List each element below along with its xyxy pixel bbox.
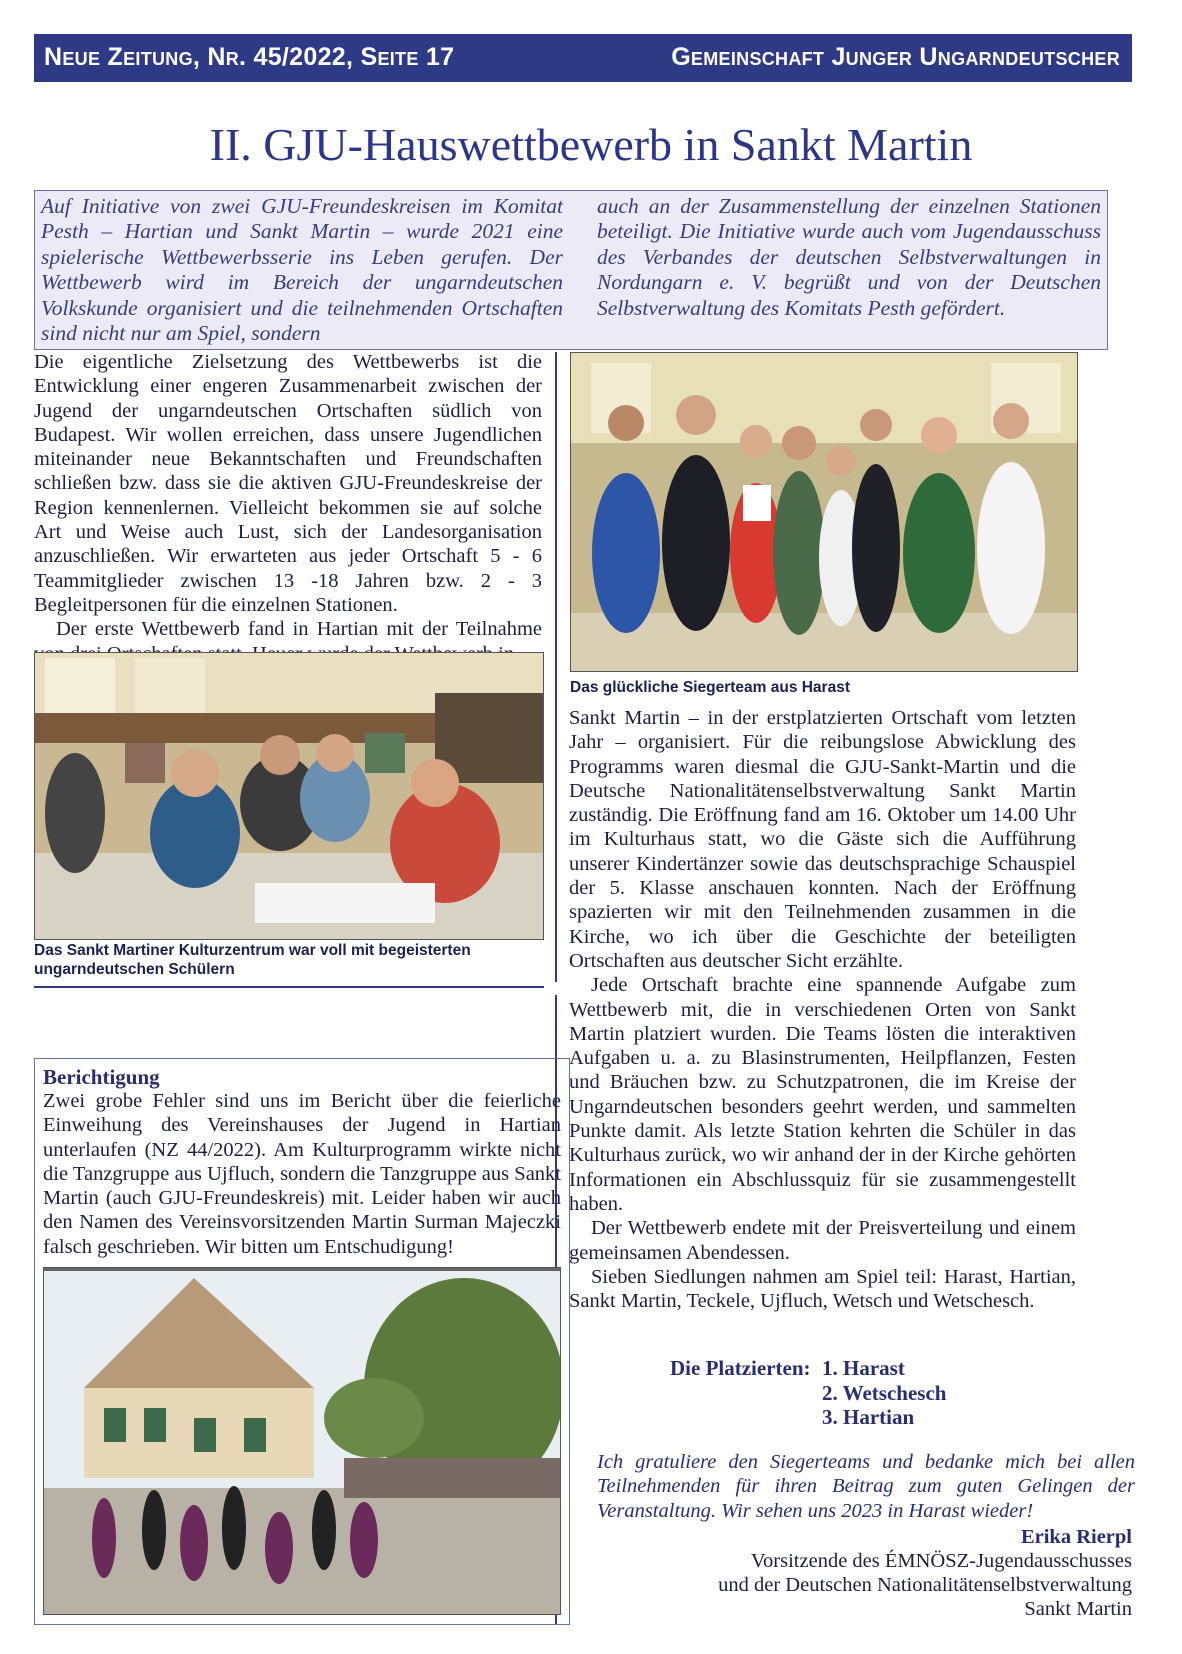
right-paragraph-2: Jede Ortschaft brachte eine spannende Aufgabe zum Wettbewerb mit, die in verschiedenen Orten von Sankt Martin platziert wurden. Die Teams lösten die interaktiven Aufgaben u. a. zu Blasinstrumenten, Heilpflanzen, Festen und Bräuchen bzw. zu Schutzpatronen, die im Kreise der Ungarndeutschen besonders geehrt werden, und sammelten Punkte damit. Als letzte Station kehrten die Schüler in das Kulturhaus zurück, wo wir anhand der in der Kirche gehörten Informationen ein Abschlussquiz für sie zusammengestellt haben. — [569, 974, 1076, 1215]
photo-siegerteam — [570, 352, 1078, 672]
caption-siegerteam: Das glückliche Siegerteam aus Harast — [570, 679, 850, 696]
right-paragraph-4: Sieben Siedlungen nahmen am Spiel teil: Harast, Hartian, Sankt Martin, Teckele, Ujfluch, Wetsch und Wetschesch. — [569, 1265, 1076, 1313]
header-section: Gemeinschaft Junger Ungarndeutscher — [671, 43, 1120, 71]
photo-tanzgruppe — [43, 1267, 561, 1615]
photo-tanzgruppe-image — [44, 1268, 560, 1614]
photo-kulturzentrum — [34, 652, 544, 940]
ranking-item: 3. Hartian — [822, 1405, 915, 1429]
correction-box — [34, 1058, 570, 1625]
ranking-label: Die Platzierten: — [670, 1356, 811, 1380]
left-column-text — [34, 350, 542, 666]
right-paragraph-3: Der Wettbewerb endete mit der Preisverteilung und einem gemeinsamen Abendessen. — [569, 1217, 1076, 1264]
author-role-line: Sankt Martin — [1024, 1598, 1132, 1620]
column-divider-top — [555, 352, 557, 982]
right-paragraph-1: Sankt Martin – in der erstplatzierten Ortschaft vom letzten Jahr – organisiert. Für die reibungslose Abwicklung des Programms waren diesmal die GJU-Sankt-Martin und die Deutsche Nationalitätenselbstverwaltung Sankt Martin zuständig. Die Eröffnung fand am 16. Oktober um 14.00 Uhr im Kulturhaus statt, wo die Gäste sich die Aufführung unserer Kindertänzer sowie das deutschsprachige Schauspiel der 5. Klasse anschauen konnten. Nach der Eröffnung spazierten wir mit den Teilnehmenden zusammen in die Kirche, wo ich über die Geschichte der beteiligten Ortschaften aus deutscher Sicht erzählte. — [569, 707, 1076, 972]
left-paragraph-1: Die eigentliche Zielsetzung des Wettbewerbs ist die Entwicklung einer engeren Zusammenarbeit zwischen der Jugend der ungarndeutschen Ortschaften südlich von Budapest. Wir wollen erreichen, dass unsere Jugendlichen miteinander neue Bekanntschaften und Freundschaften schließen bzw. dass sie die aktiven GJU-Freundeskreise der Region kennenlernen. Vielleicht bekommen sie auf solche Art und Weise auch Lust, sich der Landesorganisation anzuschließen. Wir erwarteten aus jeder Ortschaft 5 - 6 Teammitglieder zwischen 13 -18 Jahren bzw. 2 - 3 Begleitpersonen für die einzelnen Stationen. — [34, 351, 542, 616]
right-column-text — [569, 706, 1076, 1313]
intro-col-1: Auf Initiative von zwei GJU-Freundeskreisen im Komitat Pesth – Hartian und Sankt Martin – wurde 2021 eine spielerische Wettbewerbsserie ins Leben gerufen. Der Wettbewerb wird im Bereich der ungarndeutschen Volkskunde organisiert und die teilnehmenden Ortschaften sind nicht nur am Spiel, sondern — [41, 194, 563, 346]
intro-col-2: auch an der Zusammenstellung der einzelnen Stationen beteiligt. Die Initiative wurde auch vom Jugendausschuss des Verbandes der deutschen Selbstverwaltungen in Nordungarn e. V. begrüßt und von der Deutschen Selbstverwaltung des Komitats Pesth gefördert. — [597, 194, 1101, 320]
correction-text: Zwei grobe Fehler sind uns im Bericht über die feierliche Einweihung des Vereinshauses der Jugend in Hartian unterlaufen (NZ 44/2022). Am Kulturprogramm wirkte nicht die Tanzgruppe aus Ujfluch, sondern die Tanzgruppe aus Sankt Martin (auch GJU-Freundeskreis) mit. Leider haben wir auch den Namen des Vereinsvorsitzenden Martin Surman Majeczki falsch geschrieben. Wir bitten um Entschudigung! — [43, 1090, 561, 1258]
photo-kulturzentrum-image — [35, 653, 543, 939]
closing-statement: Ich gratuliere den Siegerteams und bedanke mich bei allen Teilnehmenden für ihren Beitrag zum guten Gelingen der Veranstaltung. Wir sehen uns 2023 in Harast wieder! — [597, 1451, 1135, 1522]
ranking-item: 1. Harast — [822, 1356, 905, 1380]
author-role-line: und der Deutschen Nationalitätenselbstverwaltung — [718, 1574, 1132, 1596]
photo-siegerteam-image — [571, 353, 1077, 671]
page-header — [34, 34, 1132, 82]
ranking-item: 2. Wetschesch — [822, 1380, 947, 1405]
author-role-line: Vorsitzende des ÉMNÖSZ-Jugendausschusses — [750, 1550, 1132, 1572]
section-divider — [34, 986, 544, 988]
author-name: Erika Rierpl — [1020, 1526, 1132, 1548]
header-publication: Neue Zeitung, Nr. 45/2022, Seite 17 — [44, 43, 455, 71]
intro-box — [34, 190, 1108, 350]
article-title: II. GJU-Hauswettbewerb in Sankt Martin — [209, 119, 973, 170]
caption-kulturzentrum: Das Sankt Martiner Kulturzentrum war voll mit begeisterten ungarndeutschen Schülern — [34, 942, 471, 978]
left-paragraph-2: Der erste Wettbewerb fand in Hartian mit der Teilnahme — [56, 618, 542, 641]
correction-title: Berichtigung — [43, 1065, 160, 1089]
